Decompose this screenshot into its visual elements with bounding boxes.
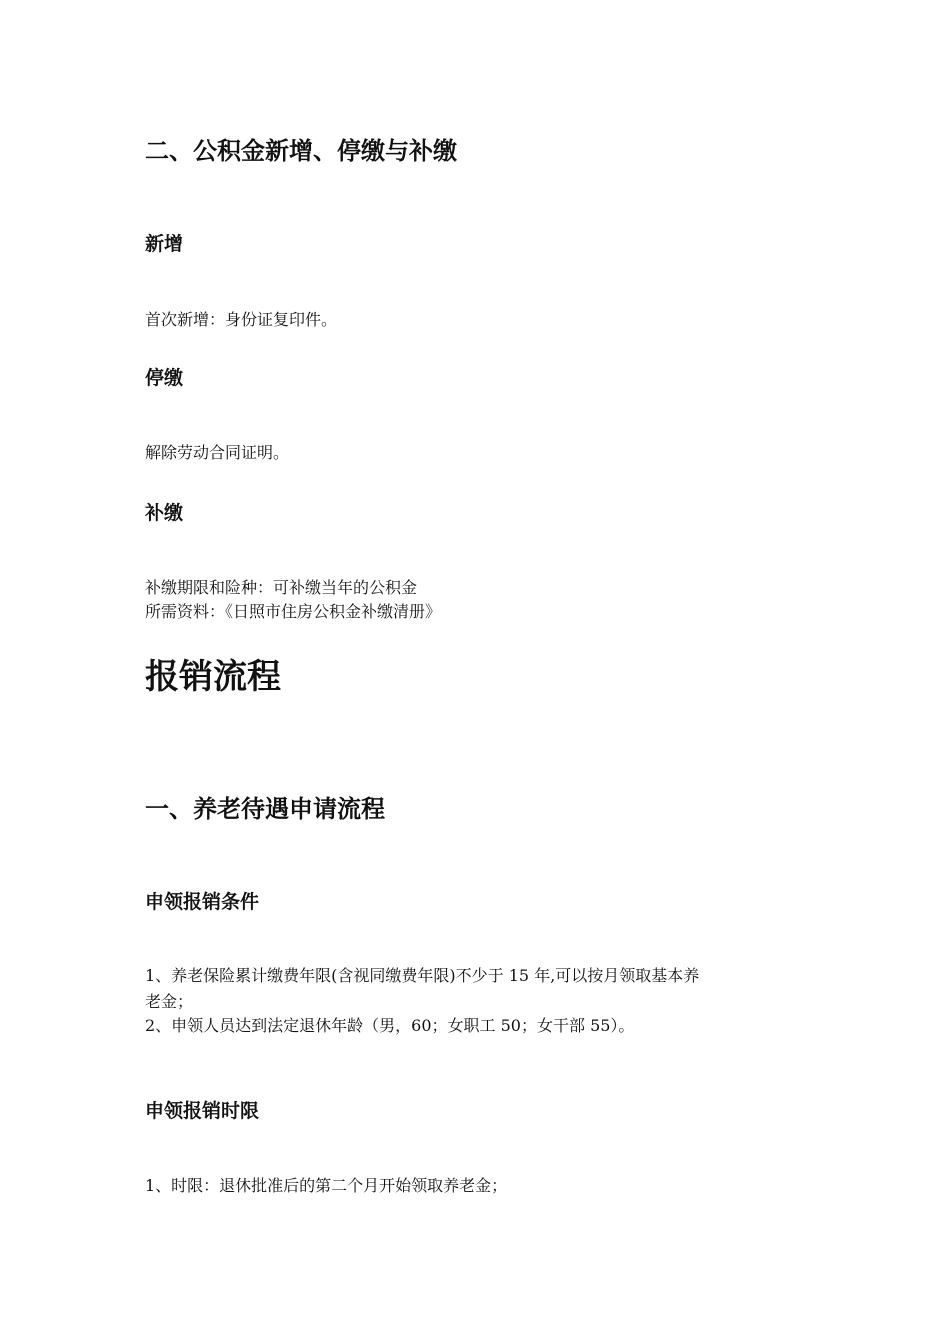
section-title-pension: 一、养老待遇申请流程 [145, 795, 385, 823]
text-condition-1-line1: 1、养老保险累计缴费年限(含视同缴费年限)不少于 15 年,可以按月领取基本养 [145, 966, 700, 985]
heading-stop: 停缴 [145, 367, 184, 389]
heading-time-limit: 申领报销时限 [145, 1100, 260, 1122]
text-stop: 解除劳动合同证明。 [145, 443, 290, 462]
heading-conditions: 申领报销条件 [145, 891, 260, 913]
text-supplement-materials: 所需资料：《日照市住房公积金补缴清册》 [145, 602, 442, 621]
text-condition-1-line2: 老金； [145, 992, 194, 1011]
page-title-reimbursement: 报销流程 [145, 657, 281, 697]
text-supplement-period: 补缴期限和险种：可补缴当年的公积金 [145, 578, 418, 597]
heading-new: 新增 [145, 233, 184, 255]
text-condition-2: 2、申领人员达到法定退休年龄（男，60；女职工 50；女干部 55）。 [145, 1016, 635, 1035]
text-time-limit-1: 1、时限：退休批准后的第二个月开始领取养老金； [145, 1176, 508, 1195]
text-new: 首次新增：身份证复印件。 [145, 310, 338, 329]
section-title-housing-fund: 二、公积金新增、停缴与补缴 [145, 137, 457, 165]
heading-supplement: 补缴 [145, 502, 184, 524]
